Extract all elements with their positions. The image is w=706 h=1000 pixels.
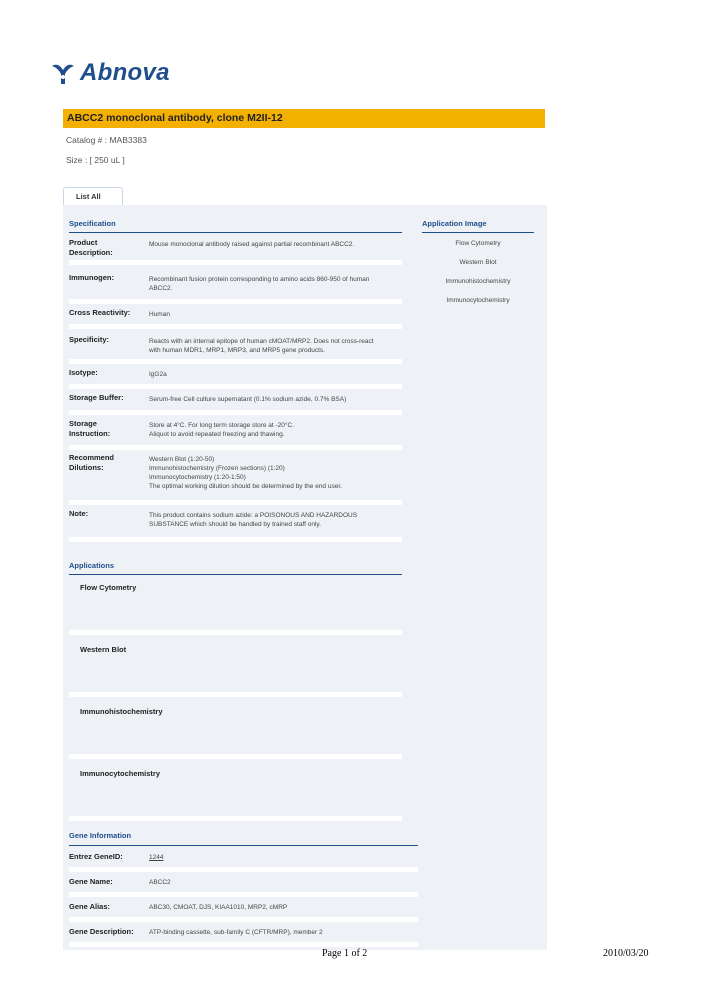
brand-logo — [50, 57, 170, 89]
spec-value: Human — [149, 311, 170, 318]
spec-value: IgG2a — [149, 371, 167, 378]
spec-label: Note: — [69, 509, 89, 518]
row-separator — [69, 410, 402, 415]
application-image-heading: Application Image — [422, 219, 487, 228]
spec-value: Serum-free Cell culture supernatant (0.1% sodium azide, 0.7% BSA) — [149, 396, 347, 403]
row-separator — [69, 867, 418, 872]
print-date: 2010/03/20 — [603, 948, 649, 959]
specification-underline — [69, 232, 402, 233]
application-name: Immunocytochemistry — [80, 769, 161, 778]
tab-list-all-label: List All — [76, 192, 101, 201]
application-image-link[interactable]: Immunohistochemistry — [445, 278, 511, 285]
row-separator — [69, 260, 402, 265]
application-image-link[interactable]: Flow Cytometry — [455, 240, 501, 247]
spec-label: Immunogen: — [69, 273, 114, 282]
spec-label: Specificity: — [69, 335, 110, 344]
spec-label: Cross Reactivity: — [69, 308, 131, 317]
row-separator — [69, 892, 418, 897]
gene-value: ATP-binding cassette, sub-family C (CFTR/MRP), member 2 — [149, 929, 323, 936]
spec-label: Recommend Dilutions: — [69, 453, 115, 472]
content-panel — [63, 205, 547, 950]
gene-label: Gene Name: — [69, 877, 113, 886]
tab-list-all[interactable] — [63, 187, 123, 206]
row-separator — [69, 500, 402, 505]
application-image-link[interactable]: Immunocytochemistry — [446, 297, 510, 304]
row-separator — [69, 445, 402, 450]
row-separator — [69, 324, 402, 329]
application-image-underline — [422, 232, 534, 233]
brand-name: Abnova — [80, 59, 170, 86]
catalog-number: Catalog # : MAB3383 — [66, 135, 147, 145]
page-number: Page 1 of 2 — [322, 948, 368, 959]
spec-value: Store at 4°C. For long term storage store at -20°C. Aliquot to avoid repeated freezing and thawing. — [149, 422, 295, 438]
row-separator — [69, 816, 402, 821]
gene-information-heading: Gene Information — [69, 831, 132, 840]
abnova-logo-icon — [50, 60, 76, 86]
spec-value: This product contains sodium azide: a POISONOUS AND HAZARDOUS SUBSTANCE which should be handled by trained staff only. — [149, 512, 358, 528]
row-separator — [69, 537, 402, 542]
spec-label: Storage Buffer: — [69, 393, 124, 402]
row-separator — [69, 384, 402, 389]
entrez-gene-link[interactable]: 1244 — [149, 854, 164, 861]
row-separator — [69, 754, 402, 759]
spec-value: Mouse monoclonal antibody raised against partial recombinant ABCC2. — [149, 241, 355, 248]
spec-value: Reacts with an internal epitope of human cMOAT/MRP2. Does not cross-react with human MDR1, MRP1, MRP3, and MRP5 gene products. — [149, 338, 374, 354]
gene-label: Gene Description: — [69, 927, 134, 936]
spec-value: Recombinant fusion protein corresponding to amino acids 860-950 of human ABCC2. — [149, 276, 370, 292]
gene-value: ABC30, CMOAT, DJS, KIAA1010, MRP2, cMRP — [149, 904, 288, 911]
row-separator — [69, 692, 402, 697]
gene-label: Gene Alias: — [69, 902, 110, 911]
application-image-link[interactable]: Western Blot — [459, 259, 497, 266]
product-size: Size : [ 250 uL ] — [66, 155, 125, 165]
row-separator — [69, 359, 402, 364]
gene-value: ABCC2 — [149, 879, 171, 886]
gene-label: Entrez GeneID: — [69, 852, 123, 861]
application-name: Western Blot — [80, 645, 127, 654]
applications-underline — [69, 574, 402, 575]
product-title-bar — [63, 109, 545, 128]
product-title: ABCC2 monoclonal antibody, clone M2II-12 — [67, 112, 283, 124]
row-separator — [69, 299, 402, 304]
application-name: Flow Cytometry — [80, 583, 137, 592]
spec-label: Storage Instruction: — [69, 419, 111, 438]
gene-information-underline — [69, 845, 418, 846]
row-separator — [69, 630, 402, 635]
application-name: Immunohistochemistry — [80, 707, 163, 716]
applications-heading: Applications — [69, 561, 115, 570]
spec-label: Product Description: — [69, 238, 113, 257]
row-separator — [69, 917, 418, 922]
row-separator — [69, 942, 418, 947]
specification-heading: Specification — [69, 219, 116, 228]
spec-value: Western Blot (1:20-50) Immunohistochemistry (Frozen sections) (1:20) Immunocytochemistry (1:20-1:50) The optimal working dilution should be determined by the end user. — [149, 456, 342, 490]
spec-label: Isotype: — [69, 368, 98, 377]
